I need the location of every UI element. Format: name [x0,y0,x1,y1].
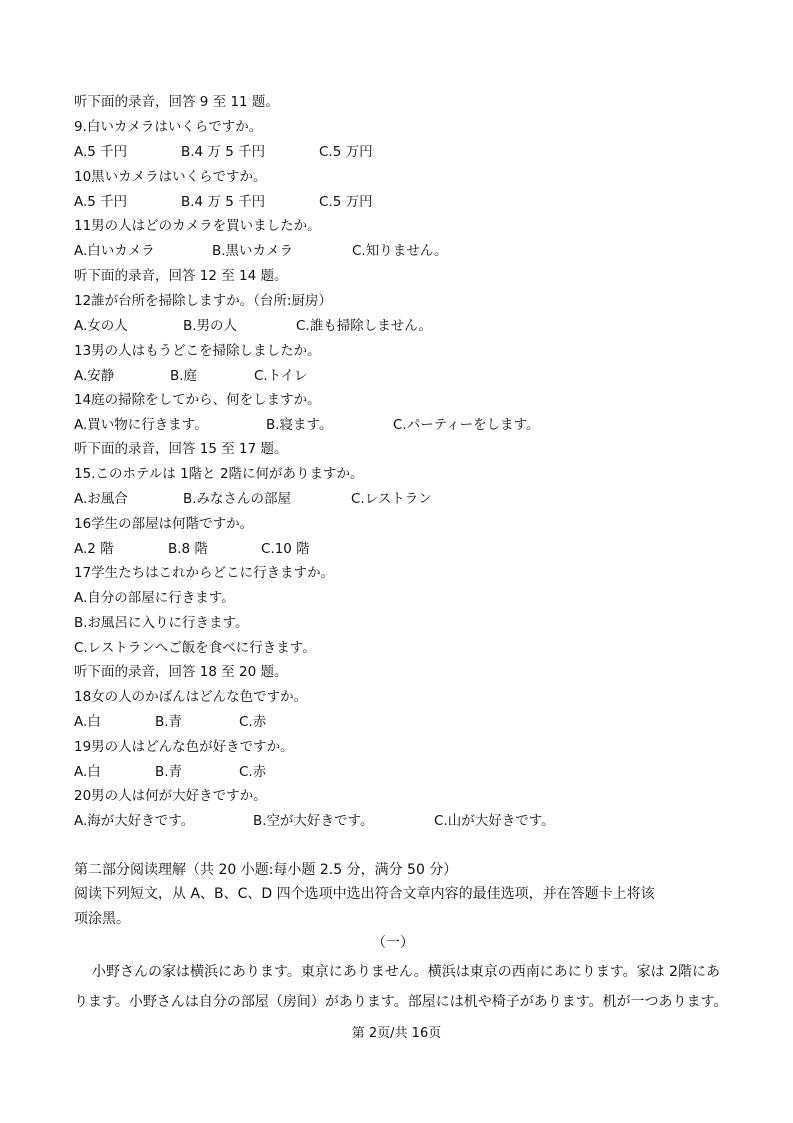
question-16-option-b: B.8 階 [168,541,208,557]
question-11-option-c: C.知りません。 [352,243,448,259]
question-17-stem: 17学生たちはこれからどこに行きますか。 [74,565,335,581]
question-16-stem: 16学生の部屋は何階ですか。 [74,516,254,532]
question-9-option-c: C.5 万円 [319,144,373,160]
question-16-option-c: C.10 階 [261,541,310,557]
question-20-option-c: C.山が大好きです。 [434,813,555,829]
question-10-option-c: C.5 万円 [319,194,373,210]
question-10-option-b: B.4 万 5 千円 [181,194,266,210]
question-15-stem: 15.このホテルは 1階と 2階に何がありますか。 [74,466,364,482]
question-17-option-a: A.自分の部屋に行きます。 [74,590,235,606]
question-17-option-b: B.お風呂に入りに行きます。 [74,615,249,631]
passage-line-2: ります。小野さんは自分の部屋（房间）があります。部屋には机や椅子があります。机が一つあります。 [74,994,728,1010]
question-17-option-c: C.レストランへご飯を食べに行きます。 [74,640,316,656]
question-16-option-a: A.2 階 [74,541,114,557]
question-11-stem: 11男の人はどのカメラを買いましたか。 [74,218,321,234]
question-11-option-b: B.黒いカメラ [212,243,294,259]
reading-instruction-line-2: 项涂黑。 [74,911,130,927]
question-19-option-c: C.赤 [239,764,267,780]
question-13-option-b: B.庭 [170,368,198,384]
question-13-stem: 13男の人はもうどこを掃除しましたか。 [74,343,321,359]
question-18-option-a: A.白 [74,714,101,730]
section-header-12-14: 听下面的录音，回答 12 至 14 题。 [74,268,288,284]
question-13-option-c: C.トイレ [254,368,308,384]
question-20-option-a: A.海が大好きです。 [74,813,195,829]
question-12-option-a: A.女の人 [74,318,128,334]
section-header-15-17: 听下面的录音，回答 15 至 17 题。 [74,441,288,457]
question-10-stem: 10黒いカメラはいくらですか。 [74,169,267,185]
reading-section-title: 第二部分阅读理解（共 20 小题:每小题 2.5 分，满分 50 分） [74,862,458,878]
question-15-option-a: A.お風合 [74,491,128,507]
question-9-stem: 9.白いカメラはいくらですか。 [74,119,263,135]
question-12-option-b: B.男の人 [183,318,238,334]
question-19-option-b: B.青 [155,764,183,780]
question-15-option-c: C.レストラン [351,491,432,507]
passage-line-1: 小野さんの家は横浜にあります。東京にありません。横浜は東京の西南にあにります。家は 2階にあ [92,964,720,980]
question-10-option-a: A.5 千円 [74,194,128,210]
question-19-stem: 19男の人はどんな色が好きですか。 [74,739,294,755]
question-18-option-c: C.赤 [239,714,267,730]
passage-label: （一） [372,935,414,951]
question-20-stem: 20男の人は何が大好きですか。 [74,788,267,804]
question-15-option-b: B.みなさんの部屋 [183,491,292,507]
question-9-option-a: A.5 千円 [74,144,128,160]
question-14-stem: 14庭の掃除をしてから、何をしますか。 [74,392,321,408]
reading-instruction-line-1: 阅读下列短文，从 A、B、C、D 四个选项中选出符合文章内容的最佳选项，并在答题卡上将该 [74,886,655,902]
question-14-option-b: B.寝ます。 [266,417,333,433]
question-11-option-a: A.白いカメラ [74,243,155,259]
section-header-9-11: 听下面的录音，回答 9 至 11 题。 [74,94,279,110]
page-number-footer: 第 2页/共 16页 [351,1026,442,1041]
question-13-option-a: A.安静 [74,368,115,384]
question-18-stem: 18女の人のかばんはどんな色ですか。 [74,689,308,705]
question-12-option-c: C.誰も掃除しません。 [296,318,433,334]
question-12-stem: 12誰が台所を掃除しますか。（台所:厨房） [74,293,332,309]
question-20-option-b: B.空が大好きです。 [253,813,374,829]
question-18-option-b: B.青 [155,714,183,730]
question-9-option-b: B.4 万 5 千円 [181,144,266,160]
section-header-18-20: 听下面的录音，回答 18 至 20 题。 [74,664,288,680]
question-14-option-c: C.パーティーをします。 [393,417,540,433]
question-14-option-a: A.買い物に行きます。 [74,417,208,433]
question-19-option-a: A.白 [74,764,101,780]
